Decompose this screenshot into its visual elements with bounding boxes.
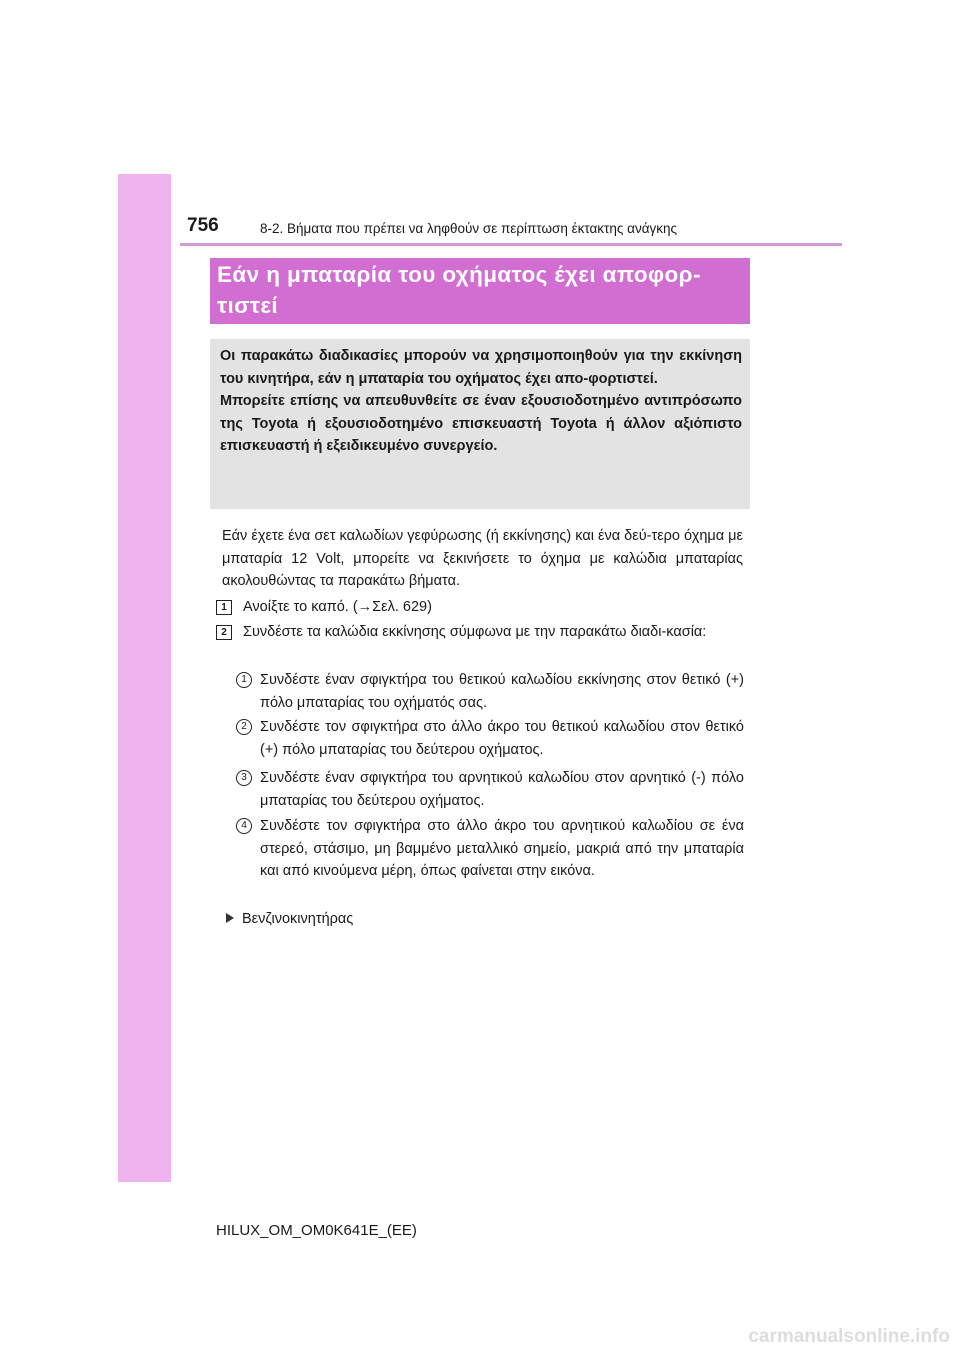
substep-text: Συνδέστε έναν σφιγκτήρα του θετικού καλωδίου εκκίνησης στον θετικό (+) πόλο μπαταρίας του οχήματός σας. <box>260 672 744 711</box>
body-paragraph: Εάν έχετε ένα σετ καλωδίων γεφύρωσης (ή εκκίνησης) και ένα δεύ-τερο όχημα με μπαταρία 12 Volt, μπορείτε να ξεκινήσετε το όχημα με καλώδια μπαταρίας ακολουθώντας τα παρακάτω βήματα. <box>222 528 743 590</box>
site-watermark: carmanualsonline.info <box>748 1326 950 1347</box>
step-1 <box>216 596 744 619</box>
substep-number: 2 <box>236 719 252 735</box>
substep-number: 1 <box>236 672 252 688</box>
step-text: Ανοίξτε το καπό. (→Σελ. 629) <box>243 599 432 615</box>
substep-text: Συνδέστε τον σφιγκτήρα στο άλλο άκρο του αρνητικού καλωδίου σε ένα στερεό, στάσιμο, μη βαμμένο μεταλλικό σημείο, μακριά από την μπαταρία και από κινούμενα μέρη, όπως φαίνεται στην εικόνα. <box>260 818 744 880</box>
bullet-text: Βενζινοκινητήρας <box>242 911 354 927</box>
substep-text: Συνδέστε τον σφιγκτήρα στο άλλο άκρο του θετικού καλωδίου στον θετικό (+) πόλο μπαταρίας του δεύτερου οχήματος. <box>260 719 744 758</box>
substep-number: 4 <box>236 818 252 834</box>
intro-text <box>220 345 742 458</box>
document-code: HILUX_OM_OM0K641E_(EE) <box>216 1222 417 1239</box>
step-number-badge: 1 <box>216 600 232 615</box>
intro-paragraph-1: Οι παρακάτω διαδικασίες μπορούν να χρησιμοποιηθούν για την εκκίνηση του κινητήρα, εάν η μπαταρία του οχήματος έχει απο-φορτιστεί. <box>220 348 742 387</box>
section-heading: 8-2. Βήματα που πρέπει να ληφθούν σε περίπτωση έκτακτης ανάγκης <box>260 221 678 236</box>
intro-paragraph-2: Μπορείτε επίσης να απευθυνθείτε σε έναν εξουσιοδοτημένο αντιπρόσωπο της Toyota ή εξουσιοδοτημένο επισκευαστή Toyota ή άλλον αξιόπιστο επισκευαστή ή εξειδικευμένο συνεργείο. <box>220 393 742 455</box>
step-number-badge: 2 <box>216 625 232 640</box>
substep-3 <box>236 767 744 812</box>
substep-number: 3 <box>236 770 252 786</box>
substep-2 <box>236 716 744 761</box>
substep-1 <box>236 669 744 714</box>
chapter-sidebar-tab <box>118 174 171 1182</box>
page-title: Εάν η μπαταρία του οχήματος έχει αποφορ-τιστεί <box>217 262 701 318</box>
substep-text: Συνδέστε έναν σφιγκτήρα του αρνητικού καλωδίου στον αρνητικό (-) πόλο μπαταρίας του δεύτερου οχήματος. <box>260 770 744 809</box>
substep-4 <box>236 815 744 883</box>
page-number: 756 <box>187 215 219 236</box>
header-divider <box>180 243 842 246</box>
step-text: Συνδέστε τα καλώδια εκκίνησης σύμφωνα με την παρακάτω διαδι-κασία: <box>243 624 707 640</box>
engine-type-bullet <box>226 908 353 931</box>
triangle-bullet-icon <box>226 913 234 923</box>
step-2 <box>216 621 744 644</box>
